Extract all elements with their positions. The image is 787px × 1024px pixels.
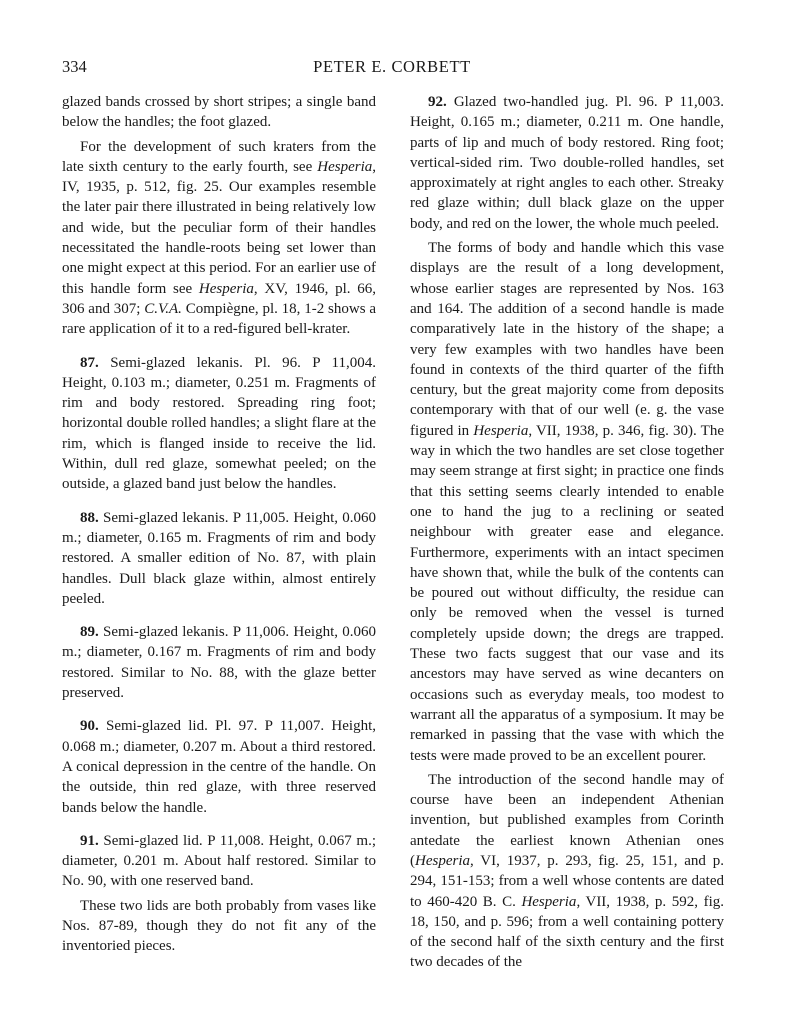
entry-number: 92. bbox=[428, 94, 447, 110]
left-paragraph-1: glazed bands crossed by short stripes; a single band below the handles; the foot glazed. bbox=[62, 94, 376, 131]
entry-number: 87. bbox=[80, 354, 99, 371]
entry-88: 88. Semi-glazed lekanis. P 11,005. Height, 0.060 m.; diameter, 0.165 m. Fragments of rim and body restored. A smaller edition of No. 87, with plain handles. Dull black glaze within, almost entirely peeled. bbox=[62, 509, 376, 607]
running-head: PETER E. CORBETT bbox=[313, 57, 471, 76]
right-paragraph-3: The introduction of the second handle may of course have been an independent Athenian invention, but published examples from Corinth antedate the earliest known Athenian ones (Hesperia, VI, 1937, p. 293, fig. 25, 151, and p. 294, 151-153; from a well whose contents are dated to 460-420 B. C. Hesperia, VII, 1938, p. 592, fig. 18, 150, and p. 596; from a well containing pottery of the second half of the sixth century and the first two decades of the bbox=[410, 771, 724, 971]
entry-number: 91. bbox=[80, 832, 99, 849]
entry-91: 91. Semi-glazed lid. P 11,008. Height, 0.067 m.; diameter, 0.201 m. About half restored. Similar to No. 90, with one reserved band. bbox=[62, 832, 376, 890]
left-paragraph-last: These two lids are both probably from vases like Nos. 87-89, though they do not fit any of the inventoried pieces. bbox=[62, 897, 376, 955]
page-number: 334 bbox=[62, 57, 87, 76]
left-column bbox=[62, 92, 376, 957]
left-paragraph-2: For the development of such kraters from the late sixth century to the early fourth, see Hesperia, IV, 1935, p. 512, fig. 25. Our examples resemble the later pair there illustrated in being relatively low and wide, but the peculiar form of their handles necessitated the handle-roots being set lower than one might expect at this period. For an earlier use of this handle form see Hesperia, XV, 1946, pl. 66, 306 and 307; C.V.A. Compiègne, pl. 18, 1-2 shows a rare application of it to a red-figured bell-krater. bbox=[62, 138, 377, 338]
right-column bbox=[410, 92, 724, 973]
entry-number: 88. bbox=[80, 509, 99, 526]
entry-92: 92. Glazed two-handled jug. Pl. 96. P 11,003. Height, 0.165 m.; diameter, 0.211 m. One handle, parts of lip and much of body restored. Ring foot; vertical-sided rim. Two double-rolled handles, set approximately at right angles to each other. Streaky red glaze within; dull black glaze on the upper body, and red on the lower, the whole much peeled. bbox=[410, 94, 724, 232]
page-header bbox=[62, 57, 722, 81]
entry-90: 90. Semi-glazed lid. Pl. 97. P 11,007. Height, 0.068 m.; diameter, 0.207 m. About a third restored. A conical depression in the centre of the handle. On the outside, thin red glaze, with three reserved bands below the handle. bbox=[62, 718, 376, 816]
entry-number: 89. bbox=[80, 624, 99, 641]
entry-89: 89. Semi-glazed lekanis. P 11,006. Height, 0.060 m.; diameter, 0.167 m. Fragments of rim and body restored. Similar to No. 88, with the glaze better preserved. bbox=[62, 624, 376, 702]
entry-number: 90. bbox=[80, 718, 99, 735]
right-paragraph-2: The forms of body and handle which this vase displays are the result of a long development, whose earlier stages are represented by Nos. 163 and 164. The addition of a second handle is made comparatively late in the history of the shape; a very few examples with two handles have been found in contexts of the third quarter of the fifth century, but the great majority come from deposits contemporary with that of our well (e. g. the vase figured in Hesperia, VII, 1938, p. 346, fig. 30). The way in which the two handles are set close together may seem strange at first sight; in practice one finds that this setting seems clearly intended to enable one to hand the jug to a reclining or seated neighbour with greater ease and elegance. Furthermore, experiments with an intact specimen have shown that, while the bulk of the contents can be poured out without difficulty, the residue can only be removed when the vessel is turned completely upside down; the dregs are trapped. These two facts suggest that our vase and its ancestors may have served as wine decanters on occasions such as everyday meals, too modest to warrant all the apparatus of a symposium. It may be remarked in passing that the vase with which the tests were made proved to be an excellent pourer. bbox=[410, 240, 725, 764]
entry-87: 87. Semi-glazed lekanis. Pl. 96. P 11,004. Height, 0.103 m.; diameter, 0.251 m. Fragments of rim and body restored. Spreading ring foot; horizontal double rolled handles; a slight flare at the rim, which is flanged inside to receive the lid. Within, dull red glaze, somewhat peeled; on the outside, a glazed band just below the handles. bbox=[62, 354, 376, 493]
